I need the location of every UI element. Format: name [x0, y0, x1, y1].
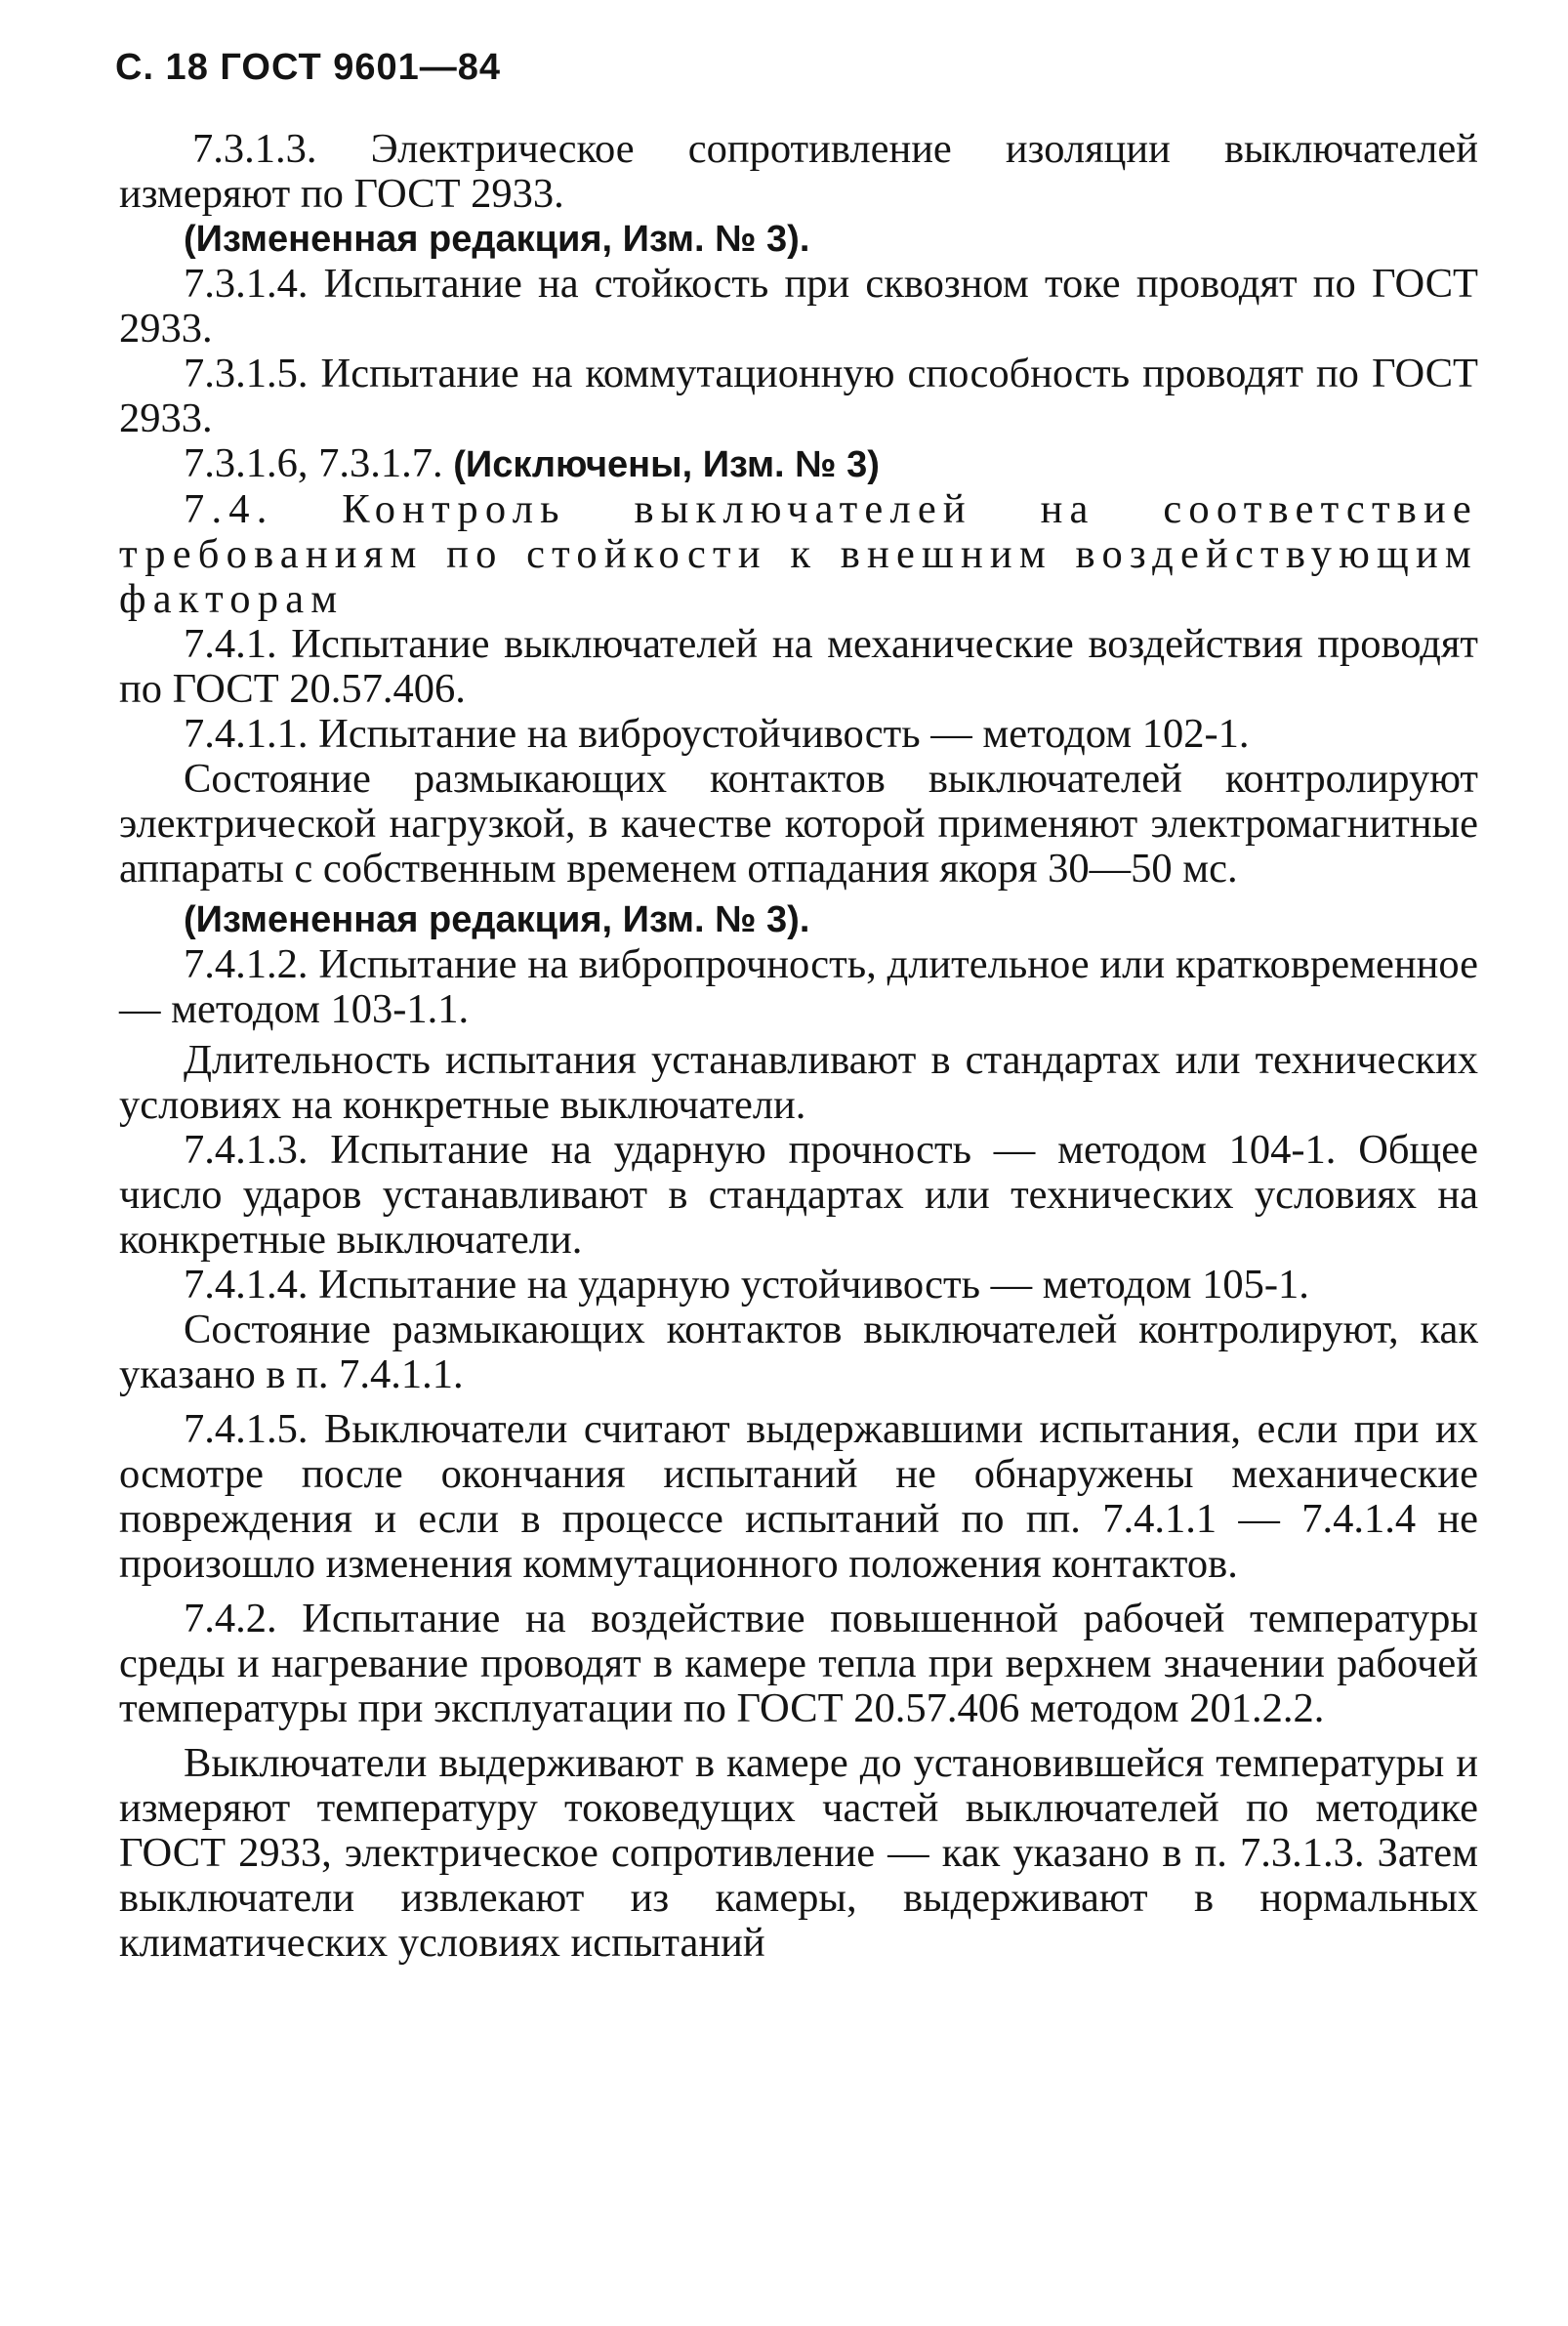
section-heading-7-4: 7.4. Контроль выключателей на соответствие требованиям по стойкости к внешним воздействующим факторам — [119, 486, 1478, 622]
paragraph-7-3-1-5: 7.3.1.5. Испытание на коммутационную способность проводят по ГОСТ 2933. — [119, 351, 1478, 441]
paragraph-holding: Выключатели выдерживают в камере до установившейся температуры и измеряют температуру токоведущих частей выключателей по методике ГОСТ 2933, электрическое сопротивление — как указано в п. 7.3.1.3. Затем выключатели извлекают из камеры, выдерживают в нормальных климатических условиях испытаний — [119, 1740, 1478, 1966]
paragraph-7-4-1-1: 7.4.1.1. Испытание на виброустойчивость — методом 102-1. — [184, 711, 1250, 757]
paragraph-7-4-1-5: 7.4.1.5. Выключатели считают выдержавшими испытания, если при их осмотре после окончания испытаний не обнаружены механические повреждения и если в процессе испытаний по пп. 7.4.1.1 — 7.4.1.4 не произошло изменения коммутационного положения контактов. — [119, 1406, 1478, 1587]
paragraph-7-4-1-3: 7.4.1.3. Испытание на ударную прочность — методом 104-1. Общее число ударов устанавливают в стандартах или технических условиях на конкретные выключатели. — [119, 1127, 1478, 1263]
paragraph-7-4-2: 7.4.2. Испытание на воздействие повышенной рабочей температуры среды и нагревание проводят в камере тепла при верхнем значении рабочей температуры при эксплуатации по ГОСТ 20.57.406 методом 201.2.2. — [119, 1596, 1478, 1731]
body-text — [119, 127, 1478, 1966]
paragraph-7-4-1-4: 7.4.1.4. Испытание на ударную устойчивость — методом 105-1. — [184, 1262, 1309, 1308]
paragraph-7-3-1-6-number: 7.3.1.6, 7.3.1.7. — [184, 440, 443, 486]
paragraph-7-3-1-6 — [119, 441, 1478, 487]
paragraph-7-3-1-3: 7.3.1.3. Электрическое сопротивление изоляции выключателей измеряют по ГОСТ 2933. — [119, 126, 1478, 217]
paragraph-7-3-1-4: 7.3.1.4. Испытание на стойкость при сквозном токе проводят по ГОСТ 2933. — [119, 261, 1478, 352]
paragraph-duration: Длительность испытания устанавливают в стандартах или технических условиях на конкретные выключатели. — [119, 1037, 1478, 1128]
paragraph-7-4-1-2: 7.4.1.2. Испытание на вибропрочность, длительное или кратковременное — методом 103-1.1. — [119, 941, 1478, 1032]
amendment-note: (Измененная редакция, Изм. № 3). — [184, 219, 810, 260]
paragraph-contact-state-2: Состояние размыкающих контактов выключателей контролируют, как указано в п. 7.4.1.1. — [119, 1307, 1478, 1397]
exclusion-note: (Исключены, Изм. № 3) — [453, 444, 880, 485]
amendment-note: (Измененная редакция, Изм. № 3). — [184, 899, 810, 940]
page-header: С. 18 ГОСТ 9601—84 — [115, 47, 502, 88]
paragraph-7-4-1: 7.4.1. Испытание выключателей на механические воздействия проводят по ГОСТ 20.57.406. — [119, 621, 1478, 712]
paragraph-contact-state-1: Состояние размыкающих контактов выключателей контролируют электрической нагрузкой, в качестве которой применяют электромагнитные аппараты с собственным временем отпадания якоря 30—50 мс. — [119, 756, 1478, 892]
